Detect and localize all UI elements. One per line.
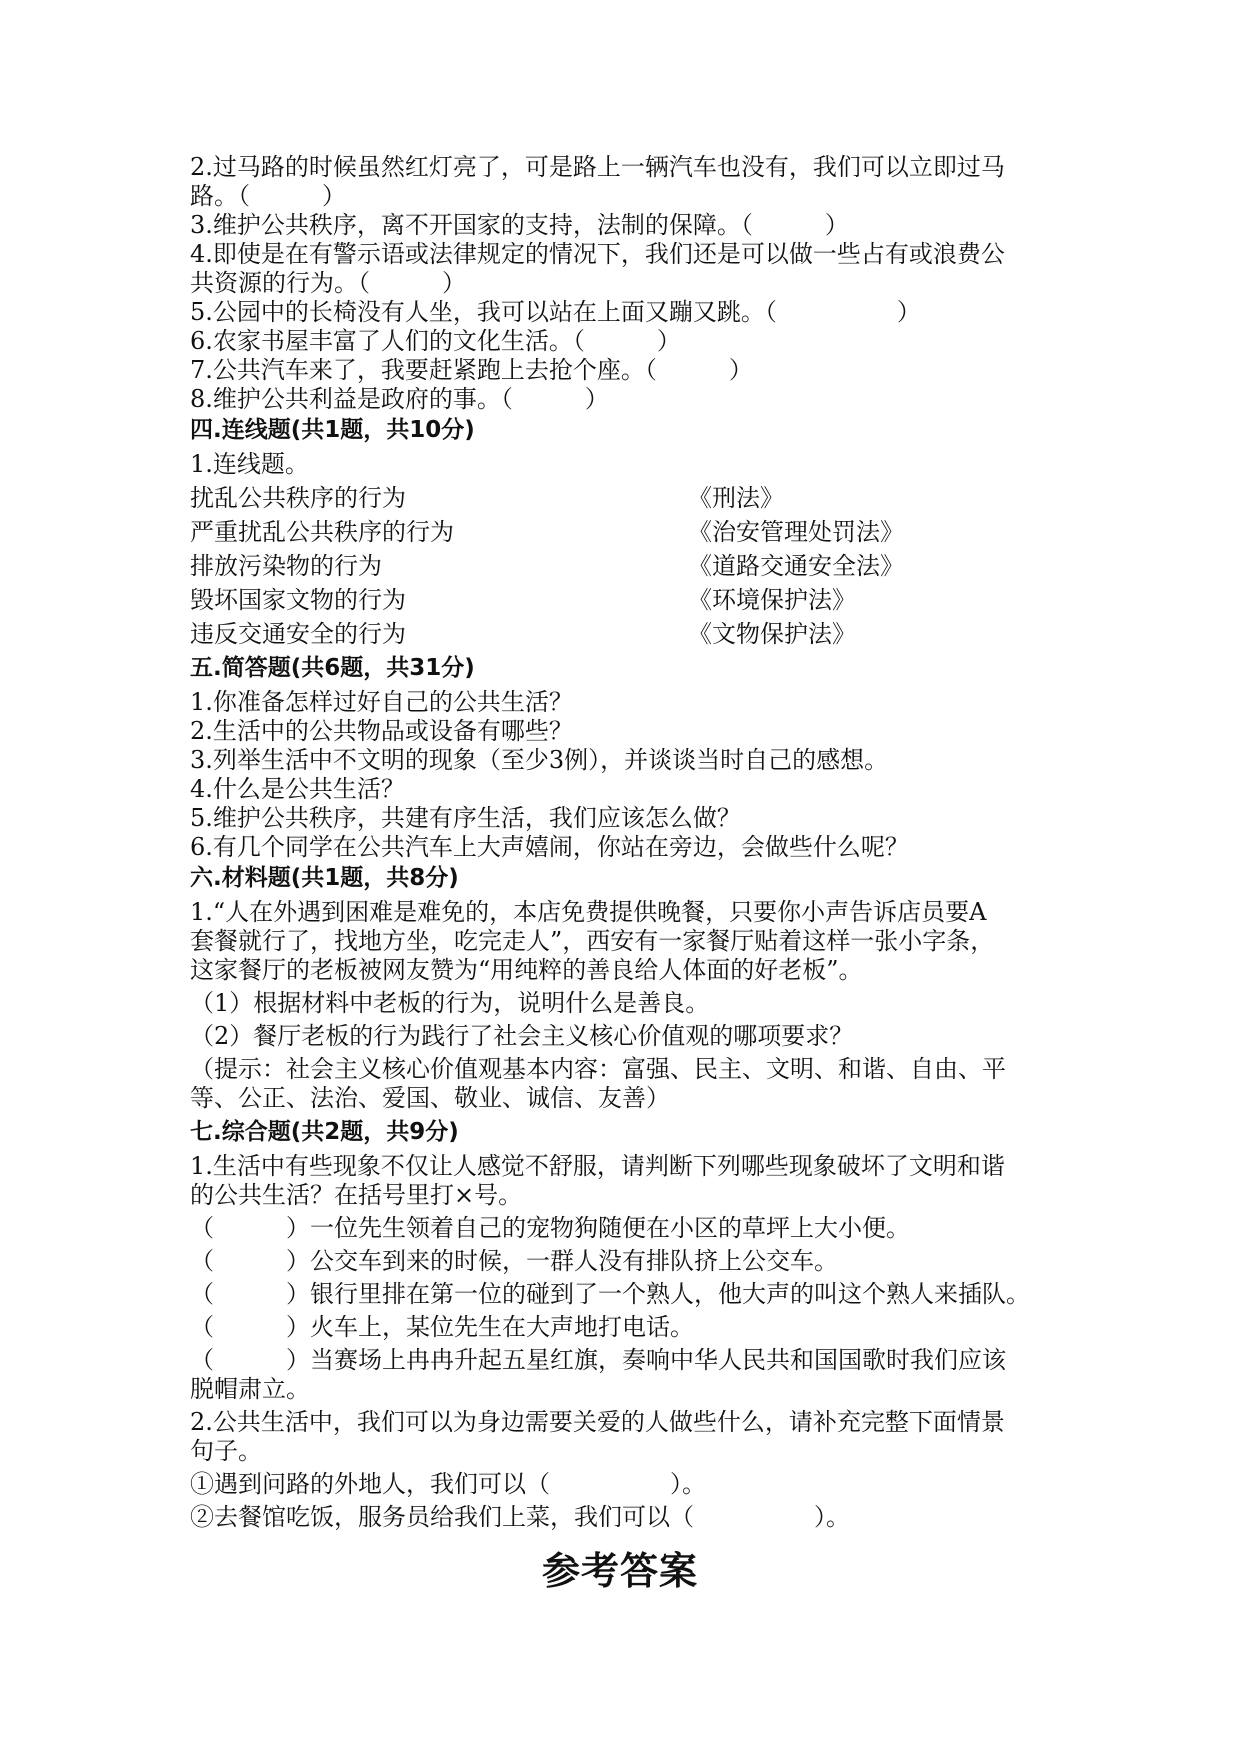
comprehensive-q1-line2: 的公共生活？在括号里打×号。 [190,1181,523,1209]
section-heading-short-answer: 五.简答题(共6题，共31分) [190,655,475,681]
judge-item-8: 8.维护公共利益是政府的事。（ ） [190,385,609,413]
comprehensive-option: （ ）火车上，某位先生在大声地打电话。 [190,1313,694,1341]
section-heading-material: 六.材料题(共1题，共8分) [190,865,459,891]
short-answer-item: 5.维护公共秩序，共建有序生活，我们应该怎么做？ [190,804,741,832]
comprehensive-q2-item: ②去餐馆吃饭，服务员给我们上菜，我们可以（ ）。 [190,1503,850,1531]
matching-left-item: 排放污染物的行为 [190,552,382,580]
matching-question: 1.连线题。 [190,450,309,478]
comprehensive-option-cont: 脱帽肃立。 [190,1375,310,1403]
judge-item-7: 7.公共汽车来了，我要赶紧跑上去抢个座。（ ） [190,356,753,384]
material-hint-line2: 等、公正、法治、爱国、敬业、诚信、友善） [190,1084,670,1112]
material-hint-line1: （提示：社会主义核心价值观基本内容：富强、民主、文明、和谐、自由、平 [190,1055,1006,1083]
short-answer-item: 4.什么是公共生活？ [190,775,405,803]
material-subquestion-1: （1）根据材料中老板的行为，说明什么是善良。 [190,989,710,1017]
short-answer-item: 2.生活中的公共物品或设备有哪些？ [190,717,573,745]
matching-left-item: 严重扰乱公共秩序的行为 [190,518,454,546]
material-text-line: 这家餐厅的老板被网友赞为“用纯粹的善良给人体面的好老板”。 [190,956,863,984]
matching-right-item: 《环境保护法》 [688,586,856,614]
judge-item-5: 5.公园中的长椅没有人坐，我可以站在上面又蹦又跳。（ ） [190,298,921,326]
section-heading-comprehensive: 七.综合题(共2题，共9分) [190,1119,459,1145]
short-answer-item: 6.有几个同学在公共汽车上大声嬉闹，你站在旁边，会做些什么呢？ [190,833,909,861]
comprehensive-option: （ ）银行里排在第一位的碰到了一个熟人，他大声的叫这个熟人来插队。 [190,1280,1030,1308]
short-answer-item: 3.列举生活中不文明的现象（至少3例），并谈谈当时自己的感想。 [190,746,889,774]
judge-item-2-line2: 路。（ ） [190,182,346,210]
comprehensive-option: （ ）公交车到来的时候，一群人没有排队挤上公交车。 [190,1247,838,1275]
matching-left-item: 扰乱公共秩序的行为 [190,484,406,512]
matching-right-item: 《文物保护法》 [688,620,856,648]
comprehensive-q1-line1: 1.生活中有些现象不仅让人感觉不舒服，请判断下列哪些现象破坏了文明和谐 [190,1152,1005,1180]
matching-right-item: 《道路交通安全法》 [688,552,904,580]
answer-title: 参考答案 [541,1549,698,1593]
judge-item-2-line1: 2.过马路的时候虽然红灯亮了，可是路上一辆汽车也没有，我们可以立即过马 [190,153,1005,181]
matching-left-item: 违反交通安全的行为 [190,620,406,648]
judge-item-6: 6.农家书屋丰富了人们的文化生活。（ ） [190,327,681,355]
judge-item-4-line2: 共资源的行为。（ ） [190,269,466,297]
matching-right-item: 《刑法》 [688,484,784,512]
comprehensive-q2-item: ①遇到问路的外地人，我们可以（ ）。 [190,1470,706,1498]
judge-item-4-line1: 4.即使是在有警示语或法律规定的情况下，我们还是可以做一些占有或浪费公 [190,240,1005,268]
material-subquestion-2: （2）餐厅老板的行为践行了社会主义核心价值观的哪项要求？ [190,1022,854,1050]
comprehensive-option: （ ）一位先生领着自己的宠物狗随便在小区的草坪上大小便。 [190,1214,910,1242]
comprehensive-q2-line1: 2.公共生活中，我们可以为身边需要关爱的人做些什么，请补充完整下面情景 [190,1408,1005,1436]
short-answer-item: 1.你准备怎样过好自己的公共生活？ [190,688,573,716]
judge-item-3: 3.维护公共秩序，离不开国家的支持，法制的保障。（ ） [190,211,849,239]
matching-right-item: 《治安管理处罚法》 [688,518,904,546]
material-text-line: 套餐就行了，找地方坐，吃完走人”，西安有一家餐厅贴着这样一张小字条， [190,927,995,955]
material-text-line: 1.“人在外遇到困难是难免的，本店免费提供晚餐，只要你小声告诉店员要A [190,898,987,926]
matching-left-item: 毁坏国家文物的行为 [190,586,406,614]
section-heading-matching: 四.连线题(共1题，共10分) [190,417,475,443]
comprehensive-q2-line2: 句子。 [190,1437,262,1465]
comprehensive-option: （ ）当赛场上冉冉升起五星红旗，奏响中华人民共和国国歌时我们应该 [190,1346,1006,1374]
